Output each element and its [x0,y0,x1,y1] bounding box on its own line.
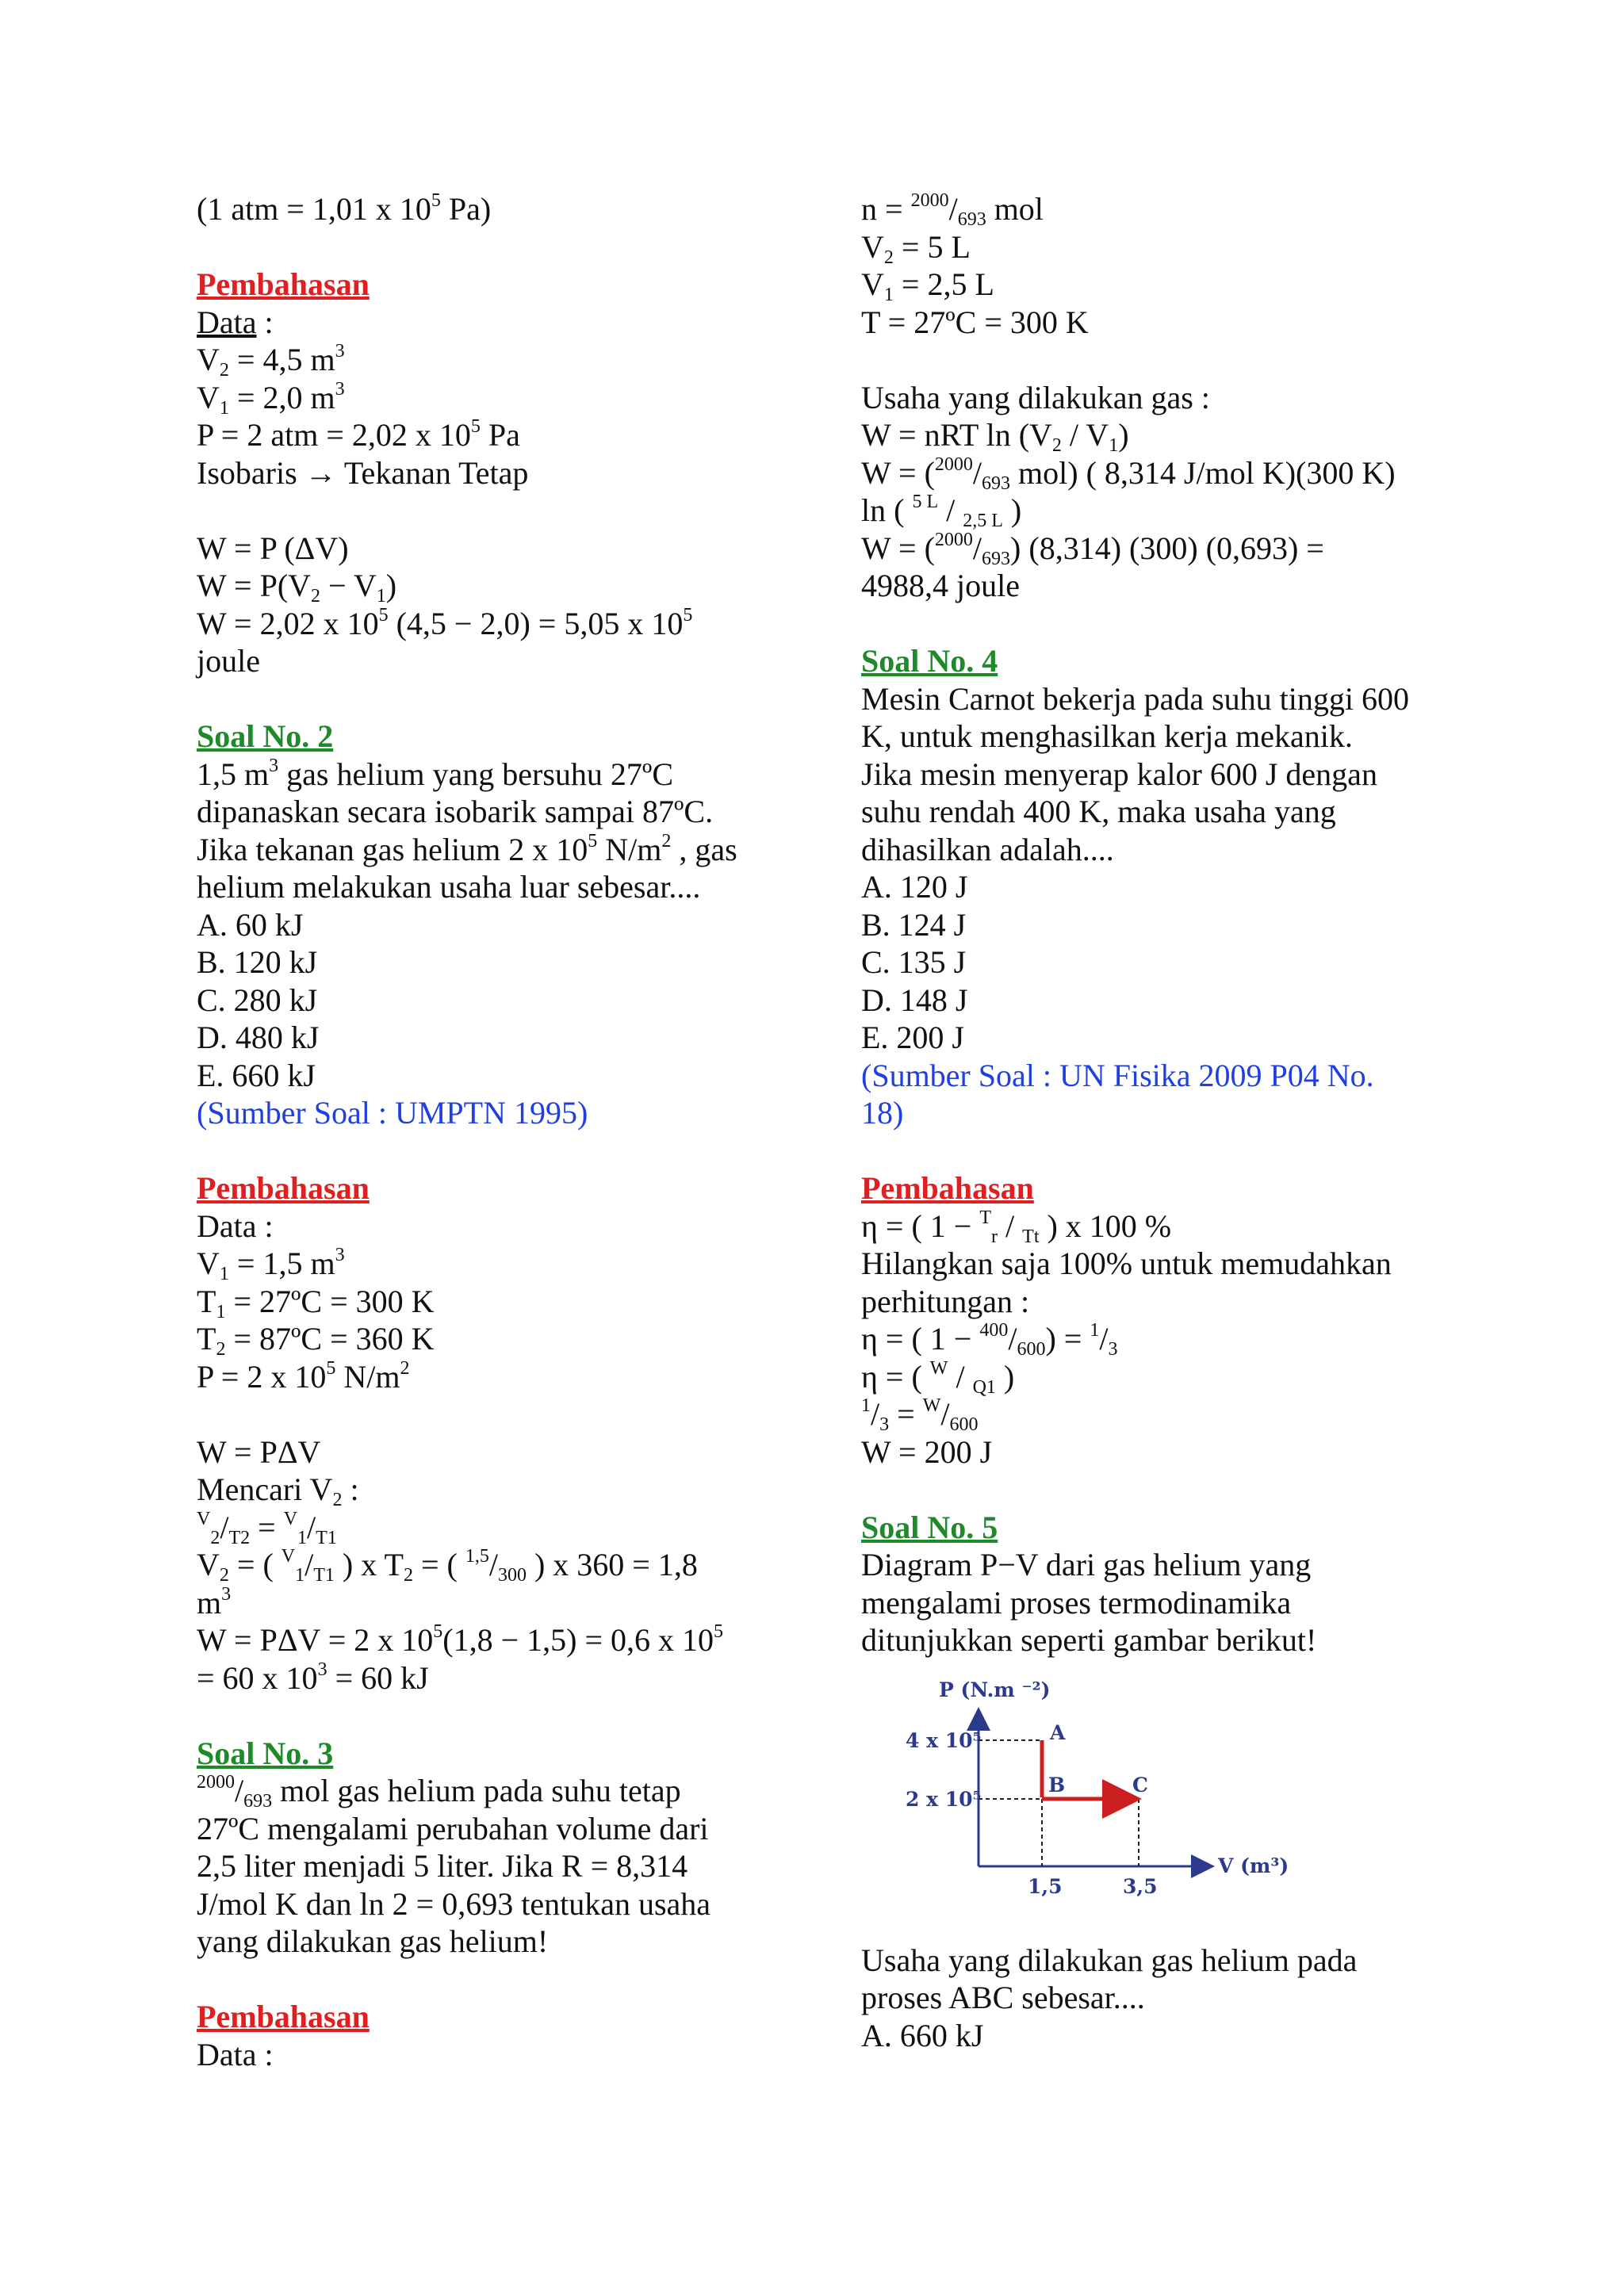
data-label: Data : [197,304,274,340]
text-line: 1,5 $m^3$ gas helium yang bersuhu 27ºC [197,755,674,792]
text-line: $V_1 = 1,5$ $m^3$ [197,1245,345,1284]
equation-line: η = ( $1 - ^{400}/_{600}) = ^1/_3$ [861,1320,1118,1360]
text-line: $V_1 = 2,5$ L [861,266,994,305]
question-source: (Sumber Soal : UN Fisika 2009 P04 No. [861,1057,1374,1093]
text-line: $V_2 = 4,5$ $m^3$ [197,341,345,381]
question-heading-soal-3: Soal No. 3 [197,1735,334,1771]
text-line: perhitungan : [861,1283,1030,1319]
question-heading-soal-2: Soal No. 2 [197,718,334,754]
v-axis-label: V (m³) [1218,1854,1289,1877]
v-tick-label: 3,5 [1123,1874,1158,1898]
text-line: Isobaris → Tekanan Tetap [197,454,529,491]
equation-line: W = nRT $\ln (V_2 / V_1)$ [861,417,1129,456]
equation-line: joule [197,643,260,679]
equation-line: W = PΔV [197,1433,321,1470]
answer-option: B. 120 kJ [197,944,318,980]
data-label: Data : [197,1207,274,1244]
equation-line: $V_2$ = ( $^V_1/_{T1}$ ) x $T_2$ = ( $^{1,5}/_{300}$ ) x 360 = 1,8 [197,1546,698,1586]
text-line: Mesin Carnot bekerja pada suhu tinggi 600 [861,680,1409,717]
equation-line: ln ( $^{5 L}$ / $_{2,5 L}$ ) [861,492,1022,531]
text-line: yang dilakukan gas helium! [197,1923,549,1959]
text-line: suhu rendah 400 K, maka usaha yang [861,794,1336,829]
answer-option: A. 60 kJ [197,906,304,943]
text-line: proses ABC sebesar.... [861,1980,1145,2015]
question-heading-soal-5: Soal No. 5 [861,1509,998,1545]
equation-line: $W = (^{2000}/_{693}$ mol) ( 8,314 J/mol K)(300 K) [861,453,1396,494]
equation-line: W = 200 J [861,1433,993,1470]
answer-option: D. 480 kJ [197,1020,320,1055]
pv-diagram [861,1672,1289,1910]
text-line: Diagram P−V dari gas helium yang [861,1547,1312,1582]
text-line: mengalami proses termodinamika [861,1584,1292,1621]
answer-option: D. 148 J [861,982,968,1018]
point-label-a: A [1050,1720,1066,1744]
text-line: K, untuk menghasilkan kerja mekanik. [861,718,1353,754]
text-line: T = 27ºC = 300 K [861,304,1089,340]
text-line: dihasilkan adalah.... [861,831,1114,867]
equation-line: $W = P(V_2 - V_1)$ [197,568,397,607]
atm-conversion-note: (1 atm = 1,01 x $10^5$ Pa) [197,190,492,227]
text-line: 2,5 liter menjadi 5 liter. Jika R = 8,314 [197,1848,688,1884]
question-source: (Sumber Soal : UMPTN 1995) [197,1095,588,1131]
left-column [197,190,823,2073]
question-heading-soal-4: Soal No. 4 [861,643,998,679]
equation-line: W = 2,02 x $10^5$ (4,5 − 2,0) = 5,05 x $10^5$ [197,604,693,641]
section-heading-pembahasan-4: Pembahasan [861,1170,1034,1206]
text-line: $T_1$ = 27ºC = 300 K [197,1283,435,1322]
text-line: J/mol K dan ln 2 = 0,693 tentukan usaha [197,1885,711,1922]
text-line: ditunjukkan seperti gambar berikut! [861,1622,1317,1658]
answer-option: A. 660 kJ [861,2017,984,2053]
right-column [861,190,1448,2054]
point-label-c: C [1132,1773,1148,1797]
text-line: 27ºC mengalami perubahan volume dari [197,1810,709,1846]
text-line: dipanaskan secara isobarik sampai 87ºC. [197,794,714,829]
text-line: P = 2 atm = 2,02 x $10^5$ Pa [197,416,520,453]
answer-option: C. 280 kJ [197,982,318,1018]
equation-line: Usaha yang dilakukan gas : [861,379,1210,415]
equation-line: 4988,4 joule [861,568,1020,603]
p-tick-label: 4 x 10⁵ [906,1728,982,1752]
text-line: P = 2 x $10^5$ $N/m^2$ [197,1357,410,1395]
equation-line: $W = (^{2000}/_{693})$ (8,314) (300) (0,693) = [861,529,1324,569]
equation-line: $m^3$ [197,1583,232,1621]
text-line: $n = ^{2000}/_{693}$ mol [861,190,1044,230]
answer-option: E. 200 J [861,1020,964,1055]
p-axis-label: P (N.m ⁻²) [939,1678,1051,1701]
text-line: Hilangkan saja 100% untuk memudahkan [861,1246,1392,1281]
equation-line: W = P (ΔV) [197,530,349,566]
text-line: $^{2000}/_{693}$ mol gas helium pada suhu tetap [197,1772,681,1812]
answer-option: E. 660 kJ [197,1057,316,1093]
equation-line: = 60 x $10^3 = 60$ kJ [197,1659,429,1696]
equation-line: η = ( 1 − $^T_r$ / $_{Tt}$ ) x 100 % [861,1207,1172,1247]
answer-option: A. 120 J [861,869,968,905]
text-line: $V_1 = 2,0$ $m^3$ [197,378,345,419]
point-label-b: B [1048,1773,1066,1797]
question-source: 18) [861,1095,904,1131]
text-line: $V_2 = 5$ L [861,228,971,268]
equation-line: W = PΔV = 2 x $10^5(1,8 - 1,5) = 0,6$ x $10^5$ [197,1621,724,1658]
text-line: Usaha yang dilakukan gas helium pada [861,1942,1358,1978]
text-line: helium melakukan usaha luar sebesar.... [197,869,701,905]
section-heading-pembahasan-3: Pembahasan [197,1999,370,2034]
text-line: $T_2$ = 87ºC = 360 K [197,1321,435,1360]
section-heading-pembahasan-1: Pembahasan [197,266,370,302]
text-line: Jika tekanan gas helium 2 x $10^5$ $N/m^2$ , gas [197,830,737,867]
equation-line: $^1/_3 = ^W/_{600}$ [861,1395,979,1435]
equation-line: $^V_2/_{T2} = ^V_1/_{T1}$ [197,1508,337,1548]
section-heading-pembahasan-2: Pembahasan [197,1170,370,1206]
answer-option: B. 124 J [861,906,967,943]
equation-line: Mencari $V_2$ : [197,1471,359,1510]
text-line: Jika mesin menyerap kalor 600 J dengan [861,756,1377,792]
answer-option: C. 135 J [861,944,967,980]
p-tick-label: 2 x 10⁵ [906,1787,982,1811]
data-label: Data : [197,2036,274,2072]
equation-line: η = ( $^W$ / $_{Q1}$ ) [861,1357,1015,1398]
v-tick-label: 1,5 [1028,1874,1063,1898]
